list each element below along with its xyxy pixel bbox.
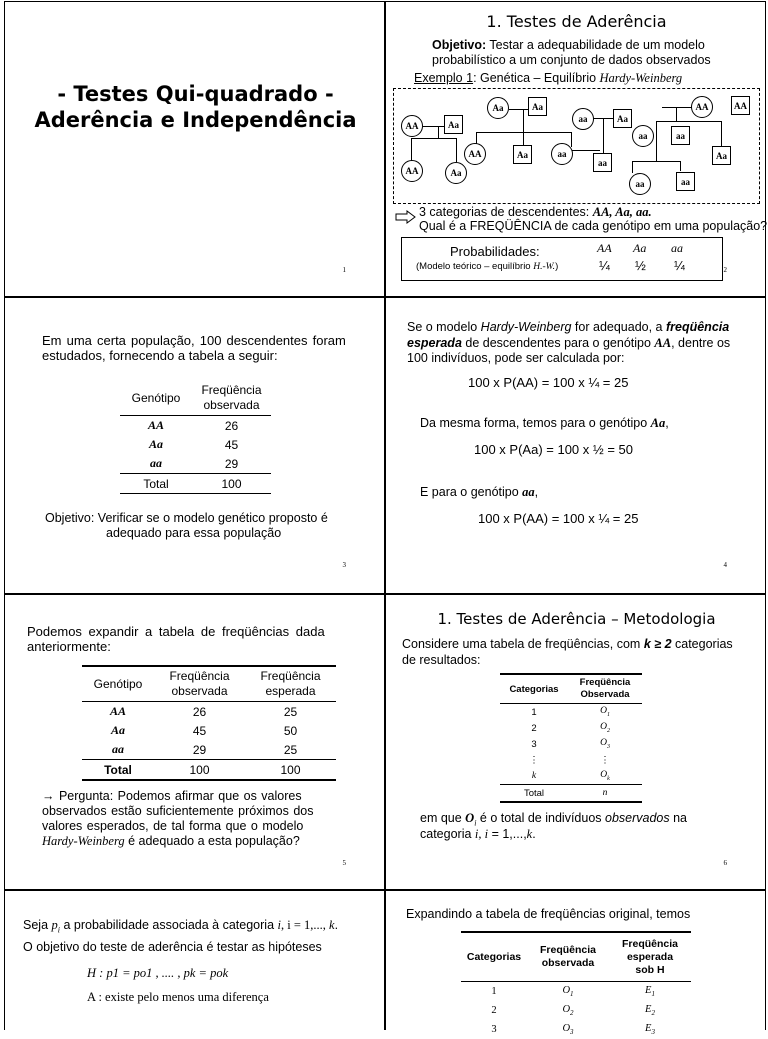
total-value: n bbox=[602, 788, 608, 798]
slide-6 bbox=[385, 594, 766, 890]
obs-cell bbox=[527, 982, 609, 1002]
page-number: 5 bbox=[342, 859, 346, 867]
intro1a: Considere uma tabela de freqüências, com bbox=[402, 637, 644, 651]
expanded-table bbox=[82, 665, 336, 781]
table-row bbox=[82, 740, 336, 760]
exemplo-line bbox=[414, 71, 682, 86]
em1e: observados bbox=[605, 811, 670, 825]
obs-cell bbox=[568, 736, 642, 752]
slide-5 bbox=[4, 594, 385, 890]
slide-4-line2 bbox=[407, 336, 730, 351]
table-row bbox=[500, 736, 642, 752]
cat-cell: ⋮ bbox=[529, 754, 539, 766]
obs-symbol: O bbox=[562, 1003, 571, 1015]
prob-sub-a: (Modelo teórico – equilíbrio bbox=[416, 261, 534, 272]
esp-cell: 25 bbox=[283, 704, 298, 719]
pedigree-square: aa bbox=[676, 172, 695, 191]
pedigree-circle: Aa bbox=[445, 162, 467, 184]
seja-h: . bbox=[334, 918, 339, 932]
objetivo-line1: Objetivo: Verificar se o modelo genético proposto é bbox=[45, 511, 328, 525]
pedigree-circle: aa bbox=[551, 143, 573, 165]
page-number: 4 bbox=[723, 561, 727, 569]
mesma-c: , bbox=[665, 416, 669, 430]
seja-f: , i = 1,..., bbox=[280, 918, 330, 932]
pedigree-circle: AA bbox=[464, 143, 486, 165]
esp-symbol: E bbox=[645, 1022, 652, 1034]
em2b: i, i bbox=[474, 827, 489, 841]
em2d: k bbox=[526, 827, 533, 841]
obs-symbol: O bbox=[600, 738, 607, 749]
slide-1-title-line1: - Testes Qui-quadrado - bbox=[57, 82, 334, 106]
l1b: Hardy-Weinberg bbox=[480, 320, 572, 334]
cat-cell: 2 bbox=[531, 722, 537, 734]
table-row bbox=[82, 760, 336, 781]
page-number: 6 bbox=[723, 859, 727, 867]
para-a: E para o genótipo bbox=[420, 485, 523, 499]
page-number: 2 bbox=[723, 266, 727, 274]
obs-sub: 1 bbox=[606, 711, 610, 718]
seja-c: i bbox=[57, 925, 60, 935]
obs-symbol: O bbox=[600, 722, 607, 733]
genotype-cell: Aa bbox=[110, 723, 125, 737]
prob-value: ½ bbox=[635, 258, 646, 273]
l2c: AA bbox=[654, 336, 672, 350]
genotype-cell: aa bbox=[112, 742, 124, 756]
pergunta-line4 bbox=[42, 834, 300, 849]
col-freq-line1: Freqüência bbox=[201, 383, 262, 397]
prob-value: ¼ bbox=[674, 258, 685, 273]
slide-4-line3: 100 indivíduos, pode ser calculada por: bbox=[407, 351, 625, 365]
arrow-right-icon bbox=[395, 210, 417, 224]
obs-cell bbox=[527, 1020, 609, 1039]
obs-sub: 1 bbox=[570, 990, 574, 999]
em1b: O bbox=[465, 811, 475, 825]
pedigree-circle: aa bbox=[629, 173, 651, 195]
exemplo-hw: Hardy-Weinberg bbox=[599, 71, 683, 85]
objetivo-line2: adequado para essa população bbox=[106, 526, 282, 540]
obs-sub: 3 bbox=[570, 1028, 574, 1037]
pergunta-line3: valores esperados, de tal forma que o modelo bbox=[42, 819, 304, 833]
total-obs: 100 bbox=[189, 762, 210, 777]
pedigree-circle: aa bbox=[572, 108, 594, 130]
cat-cell: 3 bbox=[491, 1024, 497, 1035]
col-freq bbox=[192, 381, 271, 416]
obs-sub: 2 bbox=[606, 727, 610, 734]
col-genotipo: Genótipo bbox=[131, 391, 181, 405]
col-freq-line1: Freqüência bbox=[579, 677, 631, 688]
col-obs-line1: Freqüência bbox=[169, 669, 230, 683]
esp-sub: 3 bbox=[651, 1028, 655, 1037]
slide-4-line1 bbox=[407, 320, 729, 334]
table-row bbox=[461, 1001, 691, 1020]
col-genotipo: Genótipo bbox=[93, 677, 143, 691]
intro-line2: de resultados: bbox=[402, 653, 481, 667]
em2a: categoria bbox=[420, 827, 475, 841]
genotype-cell: Aa bbox=[148, 437, 163, 451]
pergunta-line1: → Pergunta: Podemos afirmar que os valores bbox=[42, 789, 302, 803]
cat-cell: k bbox=[531, 771, 537, 781]
table-row bbox=[82, 721, 336, 740]
seja-d: a probabilidade associada à categoria bbox=[59, 918, 278, 932]
prob-sub-hw: H.-W. bbox=[533, 262, 556, 272]
total-label: Total bbox=[143, 476, 169, 491]
slide-2 bbox=[385, 1, 766, 297]
obs-cell bbox=[568, 768, 642, 785]
obs-cell bbox=[527, 1001, 609, 1020]
em1c: i bbox=[474, 818, 477, 828]
col-esp-line2: esperada bbox=[265, 684, 316, 698]
q4a: Hardy-Weinberg bbox=[42, 834, 125, 848]
intro1c: categorias bbox=[671, 637, 733, 651]
col-esp-line1: Freqüência bbox=[260, 669, 321, 683]
probabilities-box bbox=[401, 237, 723, 281]
l2d: , dentre os bbox=[671, 336, 731, 350]
pedigree-square: Aa bbox=[444, 115, 463, 134]
l1a: Se o modelo bbox=[407, 320, 481, 334]
expected-table bbox=[461, 931, 691, 1039]
col-categorias: Categorias bbox=[509, 683, 559, 695]
categories-table bbox=[500, 673, 642, 803]
col-obs bbox=[154, 666, 245, 702]
obs-cell: 29 bbox=[192, 742, 207, 757]
seja-a: Seja bbox=[23, 918, 52, 932]
pergunta-line: Qual é a FREQÜÊNCIA de cada genótipo em uma população? bbox=[419, 219, 768, 233]
l1d: freqüência bbox=[665, 320, 730, 334]
pedigree-square: aa bbox=[671, 126, 690, 145]
obs-cell: ⋮ bbox=[600, 754, 610, 766]
slide-8-intro: Expandindo a tabela de freqüências original, temos bbox=[406, 907, 691, 921]
cat-cell: 3 bbox=[531, 738, 537, 750]
col-esp-line3: sob H bbox=[635, 963, 665, 976]
pedigree-square: aa bbox=[593, 153, 612, 172]
total-esp: 100 bbox=[280, 762, 301, 777]
table-row bbox=[120, 416, 271, 436]
prob-sub bbox=[416, 261, 558, 272]
para-c: , bbox=[534, 485, 539, 499]
genotype-cell: aa bbox=[150, 456, 162, 470]
slide-1 bbox=[4, 1, 385, 297]
slide-4 bbox=[385, 297, 766, 594]
para-b: aa bbox=[522, 485, 535, 499]
esp-symbol: E bbox=[645, 984, 652, 996]
em1f: na bbox=[669, 811, 688, 825]
hypothesis-a: A : existe pelo menos uma diferença bbox=[87, 990, 269, 1004]
objetivo-line: O objetivo do teste de aderência é testar as hipóteses bbox=[23, 940, 322, 954]
esp-cell bbox=[609, 1020, 691, 1039]
obs-sub: k bbox=[607, 775, 610, 782]
l2a: esperada bbox=[407, 336, 462, 350]
prob-genotype: Aa bbox=[633, 241, 647, 255]
col-obs-line1: Freqüência bbox=[539, 944, 597, 956]
slide-8 bbox=[385, 890, 766, 1037]
slide-6-heading: 1. Testes de Aderência – Metodologia bbox=[437, 610, 716, 628]
objetivo-text1: Testar a adequabilidade de um modelo bbox=[489, 38, 705, 52]
pedigree-circle: aa bbox=[632, 125, 654, 147]
obs-symbol: O bbox=[600, 770, 608, 781]
slide-2-heading: 1. Testes de Aderência bbox=[486, 12, 667, 31]
para-line bbox=[420, 485, 538, 500]
em-que-line1 bbox=[420, 811, 687, 828]
col-esp-line1: Freqüência bbox=[621, 937, 679, 950]
intro-line2: anteriormente: bbox=[27, 639, 111, 654]
obs-sub: 2 bbox=[570, 1009, 574, 1018]
col-freq-line2: observada bbox=[203, 398, 260, 412]
intro-line1: Em uma certa população, 100 descendentes foram bbox=[42, 333, 346, 348]
prob-label: Probabilidades: bbox=[450, 244, 540, 259]
col-freq bbox=[568, 674, 642, 704]
value-cell: 45 bbox=[224, 437, 239, 452]
em2e: . bbox=[532, 827, 536, 841]
table-row bbox=[120, 474, 271, 494]
esp-cell bbox=[609, 1001, 691, 1020]
table-row bbox=[500, 785, 642, 803]
seja-g: k bbox=[329, 918, 335, 932]
table-row bbox=[500, 752, 642, 768]
l1c: for adequado, a bbox=[571, 320, 666, 334]
cat-cell: 2 bbox=[491, 1005, 497, 1016]
em2c: = 1,..., bbox=[488, 827, 527, 841]
prob-genotype: aa bbox=[671, 241, 683, 255]
obs-sub: 3 bbox=[606, 743, 610, 750]
intro-line2: estudados, fornecendo a tabela a seguir: bbox=[42, 348, 278, 363]
seja-line bbox=[23, 918, 338, 935]
pedigree-circle: AA bbox=[691, 96, 713, 118]
pedigree-circle: AA bbox=[401, 115, 423, 137]
esp-cell: 50 bbox=[283, 723, 298, 738]
hypothesis-h: H : p1 = po1 , .... , pk = pok bbox=[87, 966, 229, 980]
table-row bbox=[500, 720, 642, 736]
table-row bbox=[500, 768, 642, 785]
frequency-table bbox=[120, 381, 271, 494]
objetivo-label: Objetivo: bbox=[432, 38, 487, 52]
esp-cell: 25 bbox=[283, 742, 298, 757]
esp-symbol: E bbox=[645, 1003, 652, 1015]
pedigree-square: Aa bbox=[528, 97, 547, 116]
table-row bbox=[500, 704, 642, 721]
esp-cell bbox=[609, 982, 691, 1002]
page-number: 1 bbox=[342, 266, 346, 274]
obs-cell bbox=[568, 704, 642, 721]
value-cell: 26 bbox=[224, 418, 239, 433]
objetivo-line2: probabilístico a um conjunto de dados observados bbox=[432, 53, 711, 67]
intro1b: k ≥ 2 bbox=[643, 637, 672, 651]
total-value: 100 bbox=[221, 476, 242, 491]
em1a: em que bbox=[420, 811, 466, 825]
objetivo-line1 bbox=[432, 38, 705, 52]
pedigree-square: Aa bbox=[712, 146, 731, 165]
obs-symbol: O bbox=[562, 984, 571, 996]
obs-symbol: O bbox=[600, 706, 607, 717]
pedigree-square: AA bbox=[731, 96, 750, 115]
table-row bbox=[82, 702, 336, 722]
genotype-cell: AA bbox=[147, 418, 164, 432]
pergunta-line2: observados estão suficientemente próximos dos bbox=[42, 804, 314, 818]
pedigree-square: Aa bbox=[613, 109, 632, 128]
table-row bbox=[461, 1020, 691, 1039]
col-freq-line2: Observada bbox=[580, 689, 630, 700]
prob-sub-b: ) bbox=[555, 261, 559, 272]
mesma-b: Aa bbox=[650, 416, 666, 430]
prob-genotype: AA bbox=[597, 241, 612, 255]
mesma-line bbox=[420, 416, 669, 431]
esp-sub: 1 bbox=[651, 990, 655, 999]
intro-line1: Podemos expandir a tabela de freqüências dada bbox=[27, 624, 325, 639]
pedigree-diagram bbox=[393, 88, 760, 204]
genotype-cell: AA bbox=[109, 704, 126, 718]
l2b: de descendentes para o genótipo bbox=[461, 336, 655, 350]
em-que-line2 bbox=[420, 827, 536, 842]
categorias-line bbox=[419, 205, 652, 220]
exemplo-text: : Genética – Equilíbrio bbox=[473, 71, 600, 85]
col-obs bbox=[527, 932, 609, 982]
equation-2: 100 x P(Aa) = 100 x ½ = 50 bbox=[474, 442, 633, 457]
cat-cell: 1 bbox=[491, 986, 497, 997]
esp-sub: 2 bbox=[651, 1009, 655, 1018]
categorias-text: 3 categorias de descendentes: bbox=[419, 205, 593, 219]
em1d: é o total de indivíduos bbox=[476, 811, 605, 825]
categorias-vals: AA, Aa, aa. bbox=[592, 205, 652, 219]
obs-cell: 45 bbox=[192, 723, 207, 738]
col-obs-line2: observada bbox=[171, 684, 228, 698]
prob-value: ¼ bbox=[599, 258, 610, 273]
pedigree-circle: Aa bbox=[487, 97, 509, 119]
col-obs-line2: observada bbox=[541, 957, 595, 969]
col-categorias: Categorias bbox=[466, 951, 522, 963]
cat-cell: 1 bbox=[531, 706, 537, 718]
slide-3 bbox=[4, 297, 385, 594]
col-esp-line2: esperada bbox=[626, 950, 674, 963]
slide-7 bbox=[4, 890, 385, 1030]
total-label: Total bbox=[104, 762, 132, 777]
mesma-a: Da mesma forma, temos para o genótipo bbox=[420, 416, 651, 430]
equation-1: 100 x P(AA) = 100 x ¼ = 25 bbox=[468, 375, 629, 390]
seja-e: i bbox=[277, 918, 281, 932]
col-esp bbox=[245, 666, 336, 702]
page-number: 3 bbox=[342, 561, 346, 569]
obs-cell: 26 bbox=[192, 704, 207, 719]
table-row bbox=[461, 982, 691, 1002]
seja-b: p bbox=[51, 918, 58, 932]
obs-cell bbox=[568, 720, 642, 736]
q4b: é adequado a esta população? bbox=[124, 834, 300, 848]
table-row bbox=[120, 454, 271, 474]
equation-3: 100 x P(AA) = 100 x ¼ = 25 bbox=[478, 511, 639, 526]
intro-line1 bbox=[402, 637, 733, 651]
pedigree-square: Aa bbox=[513, 145, 532, 164]
obs-symbol: O bbox=[562, 1022, 571, 1034]
total-label: Total bbox=[523, 787, 545, 799]
table-row bbox=[120, 435, 271, 454]
col-esp bbox=[609, 932, 691, 982]
slide-1-title-line2: Aderência e Independência bbox=[34, 108, 357, 132]
value-cell: 29 bbox=[224, 456, 239, 471]
exemplo-label: Exemplo 1 bbox=[414, 71, 474, 85]
pedigree-circle: AA bbox=[401, 160, 423, 182]
